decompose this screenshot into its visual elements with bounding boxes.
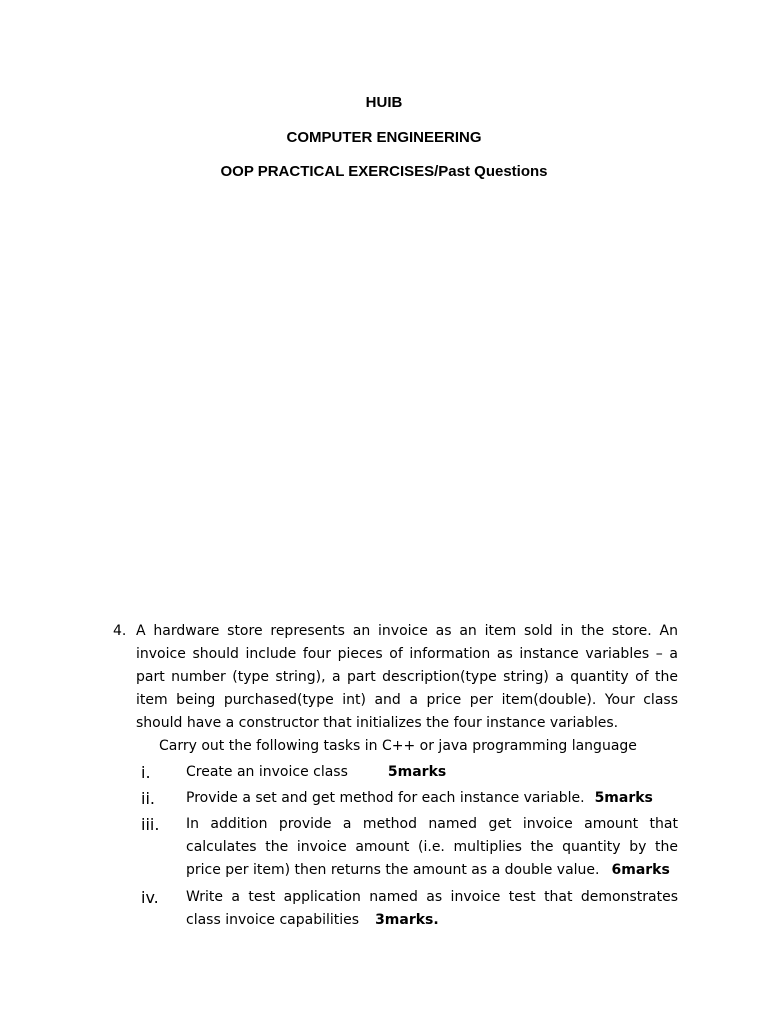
- task-marks: 5marks: [387, 764, 447, 780]
- department-title: COMPUTER ENGINEERING: [286, 129, 482, 146]
- task-text-block: [186, 886, 678, 932]
- task-number: i.: [141, 763, 151, 782]
- task-text-block: [186, 787, 678, 810]
- task-text: In addition provide a method named get invoice amount that calculates the invoice amount (i.e. multiplies the quantity by the price per item) then returns the amount as a double value.: [186, 816, 678, 878]
- task-marks: 6marks: [611, 862, 670, 878]
- task-number: iii.: [141, 815, 160, 834]
- question-instructions: Carry out the following tasks in C++ or java programming language: [159, 738, 637, 754]
- task-text-block: [186, 813, 678, 882]
- task-marks: 5marks: [594, 790, 653, 806]
- task-number: ii.: [141, 789, 155, 808]
- document-title: OOP PRACTICAL EXERCISES/Past Questions: [220, 163, 548, 180]
- institution-title: HUIB: [365, 94, 403, 111]
- task-text: Provide a set and get method for each instance variable.: [186, 790, 585, 806]
- task-text: Create an invoice class: [186, 764, 348, 780]
- task-text-block: [186, 761, 678, 784]
- task-text: Write a test application named as invoice test that demonstrates class invoice capabilities: [186, 889, 678, 928]
- question-number: 4.: [113, 623, 127, 639]
- task-marks: 3marks.: [375, 912, 439, 928]
- task-number: iv.: [141, 888, 159, 907]
- question-body: A hardware store represents an invoice as an item sold in the store. An invoice should include four pieces of information as instance variables – a part number (type string), a part description(type string) a quantity of the item being purchased(type int) and a price per item(double). Your class should have a constructor that initializes the four instance variables.: [136, 623, 678, 731]
